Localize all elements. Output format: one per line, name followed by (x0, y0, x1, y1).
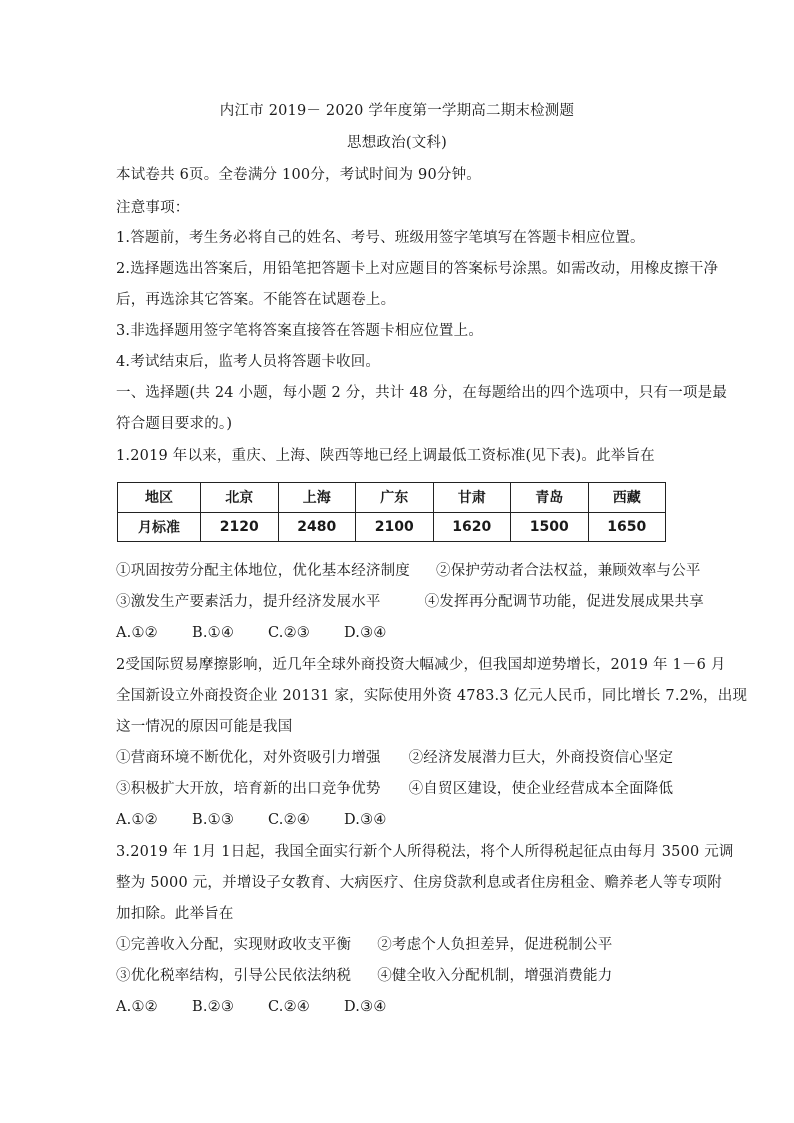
option-d[interactable]: D.③④ (344, 625, 387, 641)
q1-statement-1: ①巩固按劳分配主体地位，优化基本经济制度 (116, 563, 410, 579)
q3-statements-row1 (116, 935, 612, 955)
option-b[interactable]: B.①③ (192, 812, 235, 828)
q3-statement-4: ④健全收入分配机制，增强消费能力 (377, 968, 613, 984)
q2-statement-1: ①营商环境不断优化，对外资吸引力增强 (116, 750, 381, 766)
table-cell: 2120 (201, 512, 279, 542)
table-cell: 2100 (356, 512, 434, 542)
q1-statement-2: ②保护劳动者合法权益，兼顾效率与公平 (436, 563, 701, 579)
exam-title: 内江市 2019－ 2020 学年度第一学期高二期末检测题 (219, 103, 575, 119)
table-cell: 地区 (118, 483, 201, 513)
note-3: 3.非选择题用签字笔将答案直接答在答题卡相应位置上。 (116, 323, 484, 339)
q2-statement-2: ②经济发展潜力巨大，外商投资信心坚定 (408, 750, 674, 766)
exam-subtitle: 思想政治(文科) (347, 135, 447, 151)
q3-stem-line1: 3.2019 年 1月 1日起，我国全面实行新个人所得税法，将个人所得税起征点由每月 3500 元调 (116, 844, 734, 860)
table-cell: 甘肃 (433, 483, 511, 513)
table-cell: 青岛 (511, 483, 589, 513)
q2-statement-3: ③积极扩大开放，培育新的出口竞争优势 (116, 781, 381, 797)
section-heading-line2: 符合题目要求的。) (116, 416, 233, 432)
q3-statement-2: ②考虑个人负担差异，促进税制公平 (377, 937, 613, 953)
option-d[interactable]: D.③④ (344, 999, 387, 1015)
option-c[interactable]: C.②③ (268, 625, 310, 641)
table-cell: 1500 (511, 512, 589, 542)
q2-stem-line3: 这一情况的原因可能是我国 (116, 719, 293, 735)
option-c[interactable]: C.②④ (268, 812, 310, 828)
q3-stem-line3: 加扣除。此举旨在 (116, 906, 234, 922)
q3-statement-3: ③优化税率结构，引导公民依法纳税 (116, 968, 352, 984)
q3-statement-1: ①完善收入分配，实现财政收支平衡 (116, 937, 352, 953)
q2-stem-line2: 全国新设立外商投资企业 20131 家，实际使用外资 4783.3 亿元人民币，同比增长 7.2%，出现 (116, 688, 748, 704)
q1-options (116, 623, 420, 643)
table-row (118, 483, 666, 513)
option-a[interactable]: A.①② (116, 999, 158, 1015)
q2-options (116, 810, 420, 830)
q2-statements-row1 (116, 748, 673, 768)
q1-statements-row1 (116, 561, 701, 581)
q3-stem-line2: 整为 5000 元，并增设子女教育、大病医疗、住房贷款利息或者住房租金、赡养老人等专项附 (116, 875, 722, 891)
q2-stem-line1: 2受国际贸易摩擦影响，近几年全球外商投资大幅减少，但我国却逆势增长，2019 年 1－6 月 (116, 657, 726, 673)
notes-title: 注意事项： (116, 200, 190, 216)
table-cell: 广东 (356, 483, 434, 513)
note-4: 4.考试结束后，监考人员将答题卡收回。 (116, 354, 381, 370)
section-heading-line1: 一、选择题(共 24 小题，每小题 2 分，共计 48 分，在每题给出的四个选项中，只有一项是最 (116, 385, 728, 401)
note-1: 1.答题前，考生务必将自己的姓名、考号、班级用签字笔填写在答题卡相应位置。 (116, 230, 645, 246)
table-cell: 西藏 (588, 483, 666, 513)
q1-statement-4: ④发挥再分配调节功能，促进发展成果共享 (424, 594, 704, 610)
table-cell: 月标准 (118, 512, 201, 542)
table-cell: 1650 (588, 512, 666, 542)
table-cell: 2480 (278, 512, 356, 542)
wage-table (117, 482, 666, 542)
q1-stem: 1.2019 年以来，重庆、上海、陕西等地已经上调最低工资标准(见下表)。此举旨在 (116, 448, 655, 464)
table-cell: 上海 (278, 483, 356, 513)
q1-statements-row2 (116, 592, 704, 612)
q1-statement-3: ③激发生产要素活力，提升经济发展水平 (116, 594, 381, 610)
q3-options (116, 997, 420, 1017)
table-row (118, 512, 666, 542)
q2-statements-row2 (116, 779, 673, 799)
q2-statement-4: ④自贸区建设，使企业经营成本全面降低 (408, 781, 674, 797)
option-b[interactable]: B.①④ (192, 625, 235, 641)
table-cell: 北京 (201, 483, 279, 513)
exam-summary: 本试卷共 6页。全卷满分 100分，考试时间为 90分钟。 (116, 167, 481, 183)
option-d[interactable]: D.③④ (344, 812, 387, 828)
option-a[interactable]: A.①② (116, 812, 158, 828)
option-c[interactable]: C.②④ (268, 999, 310, 1015)
note-2a: 2.选择题选出答案后，用铅笔把答题卡上对应题目的答案标号涂黑。如需改动，用橡皮擦干净 (116, 261, 719, 277)
table-cell: 1620 (433, 512, 511, 542)
note-2b: 后，再选涂其它答案。不能答在试题卷上。 (116, 292, 396, 308)
option-a[interactable]: A.①② (116, 625, 158, 641)
option-b[interactable]: B.②③ (192, 999, 235, 1015)
q3-statements-row2 (116, 966, 612, 986)
